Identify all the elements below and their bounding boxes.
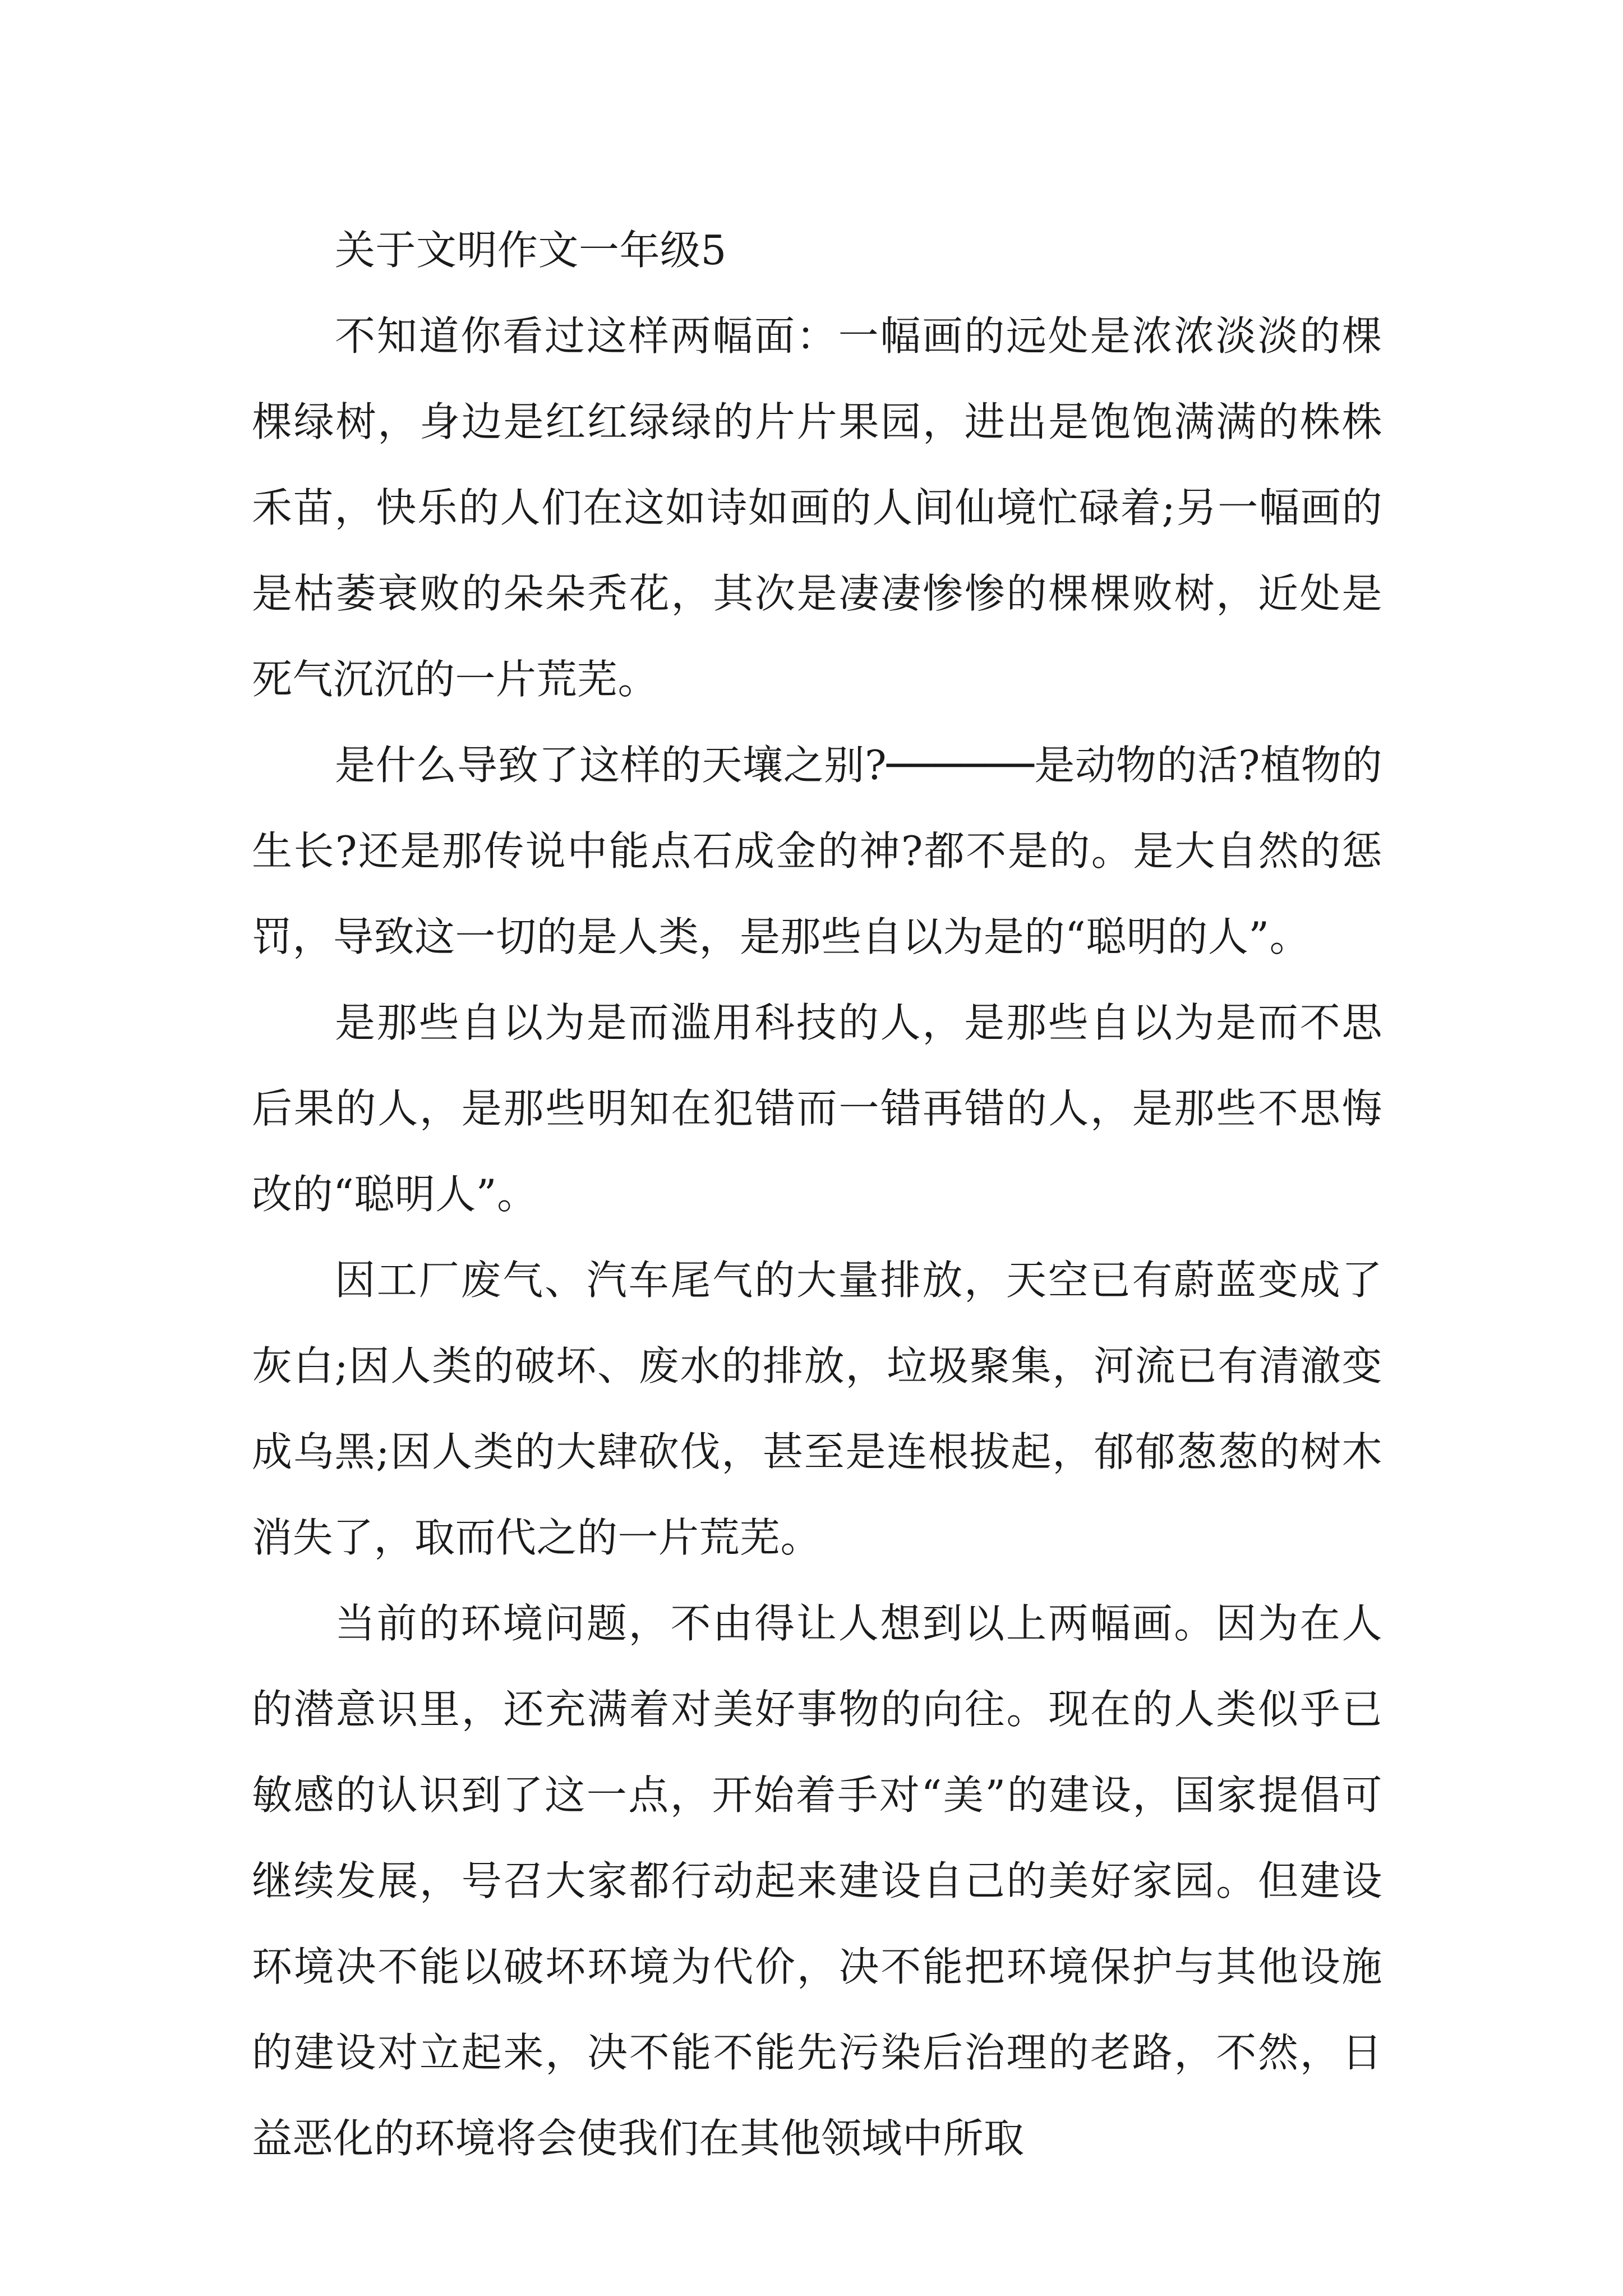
paragraph-3: 是那些自以为是而滥用科技的人，是那些自以为是而不思后果的人，是那些明知在犯错而一错再错的人，是那些不思悔改的“聪明人”。 <box>252 999 1382 1218</box>
paragraph-2: 是什么导致了这样的天壤之别?──────是动物的活?植物的生长?还是那传说中能点石成金的神?都不是的。是大自然的惩罚，导致这一切的是人类，是那些自以为是的“聪明的人”。 <box>252 742 1382 960</box>
document-title: 关于文明作文一年级5 <box>335 227 727 274</box>
document-body <box>252 208 1382 2182</box>
paragraph-1: 不知道你看过这样两幅面：一幅画的远处是浓浓淡淡的棵棵绿树，身边是红红绿绿的片片果园，进出是饱饱满满的株株禾苗，快乐的人们在这如诗如画的人间仙境忙碌着;另一幅画的是枯萎衰败的朵朵秃花，其次是凄凄惨惨的棵棵败树，近处是死气沉沉的一片荒芜。 <box>252 312 1382 703</box>
paragraph-4: 因工厂废气、汽车尾气的大量排放，天空已有蔚蓝变成了灰白;因人类的破坏、废水的排放，垃圾聚集，河流已有清澈变成乌黑;因人类的大肆砍伐，甚至是连根拔起，郁郁葱葱的树木消失了，取而代之的一片荒芜。 <box>252 1257 1382 1561</box>
paragraph-5: 当前的环境问题，不由得让人想到以上两幅画。因为在人的潜意识里，还充满着对美好事物的向往。现在的人类似乎已敏感的认识到了这一点，开始着手对“美”的建设，国家提倡可继续发展，号召大家都行动起来建设自己的美好家园。但建设环境决不能以破坏环境为代价，决不能把环境保护与其他设施的建设对立起来，决不能不能先污染后治理的老路，不然，日益恶化的环境将会使我们在其他领域中所取 <box>252 1600 1382 2162</box>
